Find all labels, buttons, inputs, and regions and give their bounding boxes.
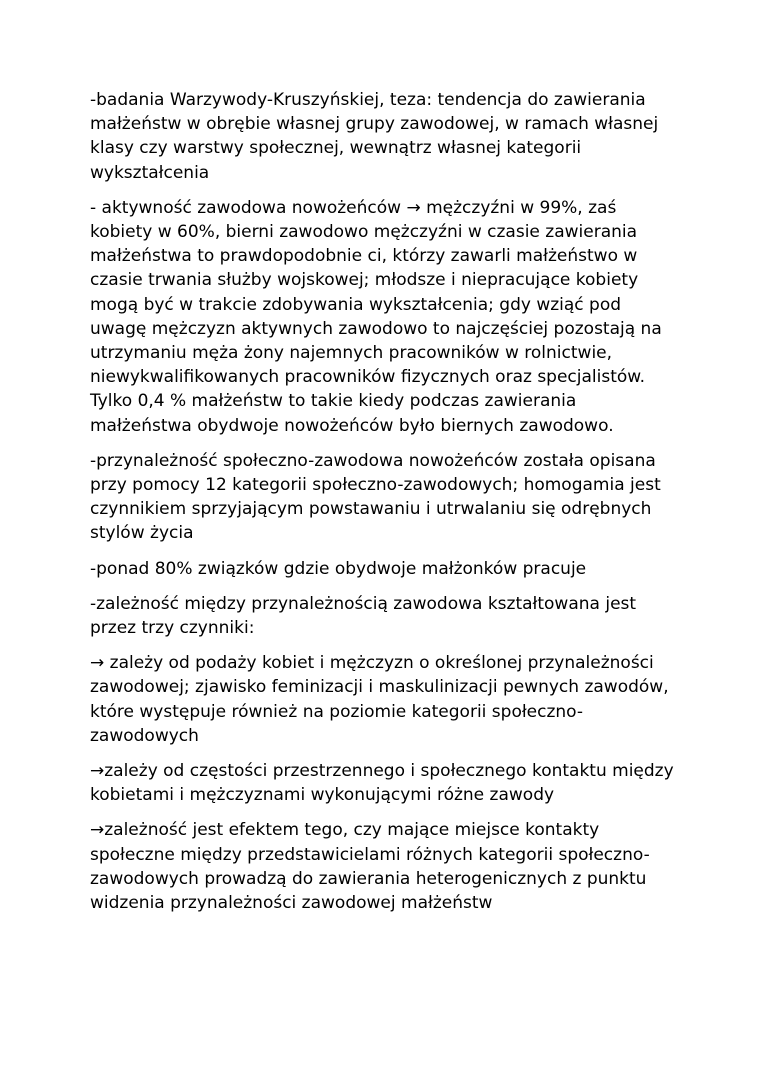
document-page — [90, 88, 680, 926]
paragraph-professional-activity: - aktywność zawodowa nowożeńców → mężczyźni w 99%, zaś kobiety w 60%, bierni zawodowo mężczyźni w czasie zawierania małżeństwa to prawdopodobnie ci, którzy zawarli małżeństwo w czasie trwania służby wojskowej; młodsze i niepracujące kobiety mogą być w trakcie zdobywania wykształcenia; gdy wziąć pod uwagę mężczyzn aktywnych zawodowo to najczęściej pozostają na utrzymaniu męża żony najemnych pracowników w rolnictwie, niewykwalifikowanych pracowników fizycznych oraz specjalistów. Tylko 0,4 % małżeństw to takie kiedy podczas zawierania małżeństwa obydwoje nowożeńców było biernych zawodowo. — [90, 197, 662, 436]
paragraph-three-factors-intro: -zależność między przynależnością zawodowa kształtowana jest przez trzy czynniki: — [90, 593, 637, 639]
paragraph-factor-heterogeneous: →zależność jest efektem tego, czy mające miejsce kontakty społeczne między przedstawicielami różnych kategorii społeczno-zawodowych prowadzą do zawierania heterogenicznych z punktu widzenia przynależności zawodowej małżeństw — [90, 820, 650, 914]
paragraph-factor-contact: →zależy od częstości przestrzennego i społecznego kontaktu między kobietami i mężczyznami wykonującymi różne zawody — [90, 761, 674, 806]
paragraph-socio-professional-affiliation: -przynależność społeczno-zawodowa nowożeńców została opisana przy pomocy 12 kategorii społeczno-zawodowych; homogamia jest czynnikiem sprzyjającym powstawaniu i utrwalaniu się odrębnych stylów życia — [90, 450, 661, 544]
paragraph-factor-supply: → zależy od podaży kobiet i mężczyzn o określonej przynależności zawodowej; zjawisko feminizacji i maskulinizacji pewnych zawodów, które występuje również na poziomie kategorii społeczno-zawodowych — [90, 653, 669, 746]
paragraph-warzywoda-study: -badania Warzywody-Kruszyńskiej, teza: tendencja do zawierania małżeństw w obrębie własnej grupy zawodowej, w ramach własnej klasy czy warstwy społecznej, wewnątrz własnej kategorii wykształcenia — [90, 90, 659, 183]
paragraph-both-working: -ponad 80% związków gdzie obydwoje małżonków pracuje — [90, 558, 587, 579]
